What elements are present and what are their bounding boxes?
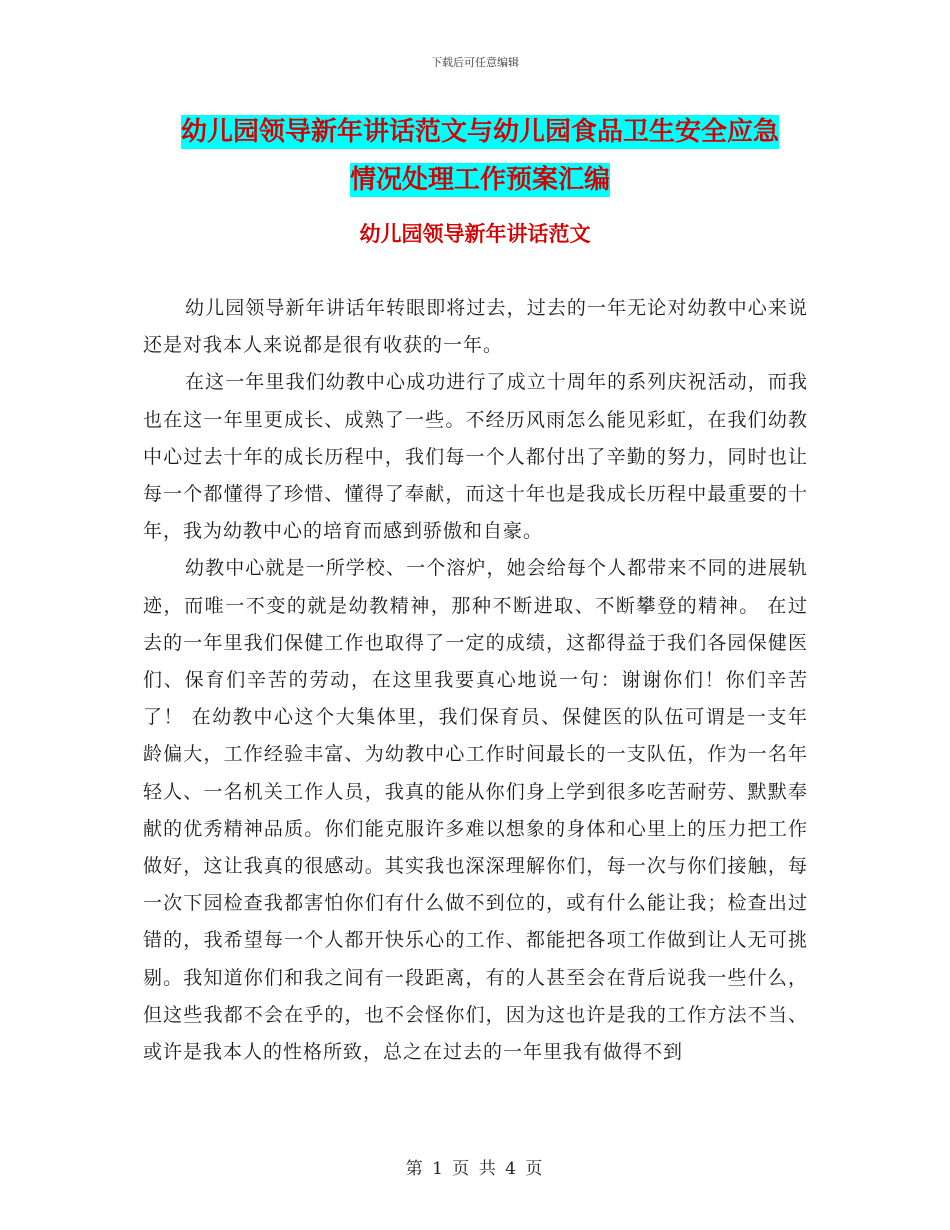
section-title: 幼儿园领导新年讲话范文 [359, 222, 591, 246]
page-footer: 第 1 页 共 4 页 [405, 1159, 545, 1179]
title-line-1: 幼儿园领导新年讲话范文与幼儿园食品卫生安全应急 [180, 117, 779, 147]
title-line-2: 情况处理工作预案汇编 [349, 165, 610, 195]
paragraph-1: 幼儿园领导新年讲话年转眼即将过去，过去的一年无论对幼教中心来说还是对我本人来说都是很有收获的一年。 [143, 297, 808, 357]
header-note: 下载后可任意编辑 [431, 56, 519, 69]
paragraph-3: 幼教中心就是一所学校、一个溶炉，她会给每个人都带来不同的进展轨迹，而唯一不变的就是幼教精神，那种不断进取、不断攀登的精神。 在过去的一年里我们保健工作也取得了一定的成绩，这都得益于我们各园保健医们、保育们辛苦的劳动，在这里我要真心地说一句：谢谢你们！你们辛苦了！ 在幼教中心这个大集体里，我们保育员、保健医的队伍可谓是一支年龄偏大，工作经验丰富、为幼教中心工作时间最长的一支队伍，作为一名年轻人、一名机关工作人员，我真的能从你们身上学到很多吃苦耐劳、默默奉献的优秀精神品质。你们能克服许多难以想象的身体和心里上的压力把工作做好，这让我真的很感动。其实我也深深理解你们，每一次与你们接触，每一次下园检查我都害怕你们有什么做不到位的，或有什么能让我；检查出过错的，我希望每一个人都开快乐心的工作、都能把各项工作做到让人无可挑剔。我知道你们和我之间有一段距离，有的人甚至会在背后说我一些什么，但这些我都不会在乎的，也不会怪你们，因为这也许是我的工作方法不当、或许是我本人的性格所致，总之在过去的一年里我有做得不到 [143, 557, 808, 1064]
document-title [140, 108, 820, 204]
body-text [143, 290, 808, 1071]
paragraph-2: 在这一年里我们幼教中心成功进行了成立十周年的系列庆祝活动，而我也在这一年里更成长、成熟了一些。不经历风雨怎么能见彩虹，在我们幼教中心过去十年的成长历程中，我们每一个人都付出了辛勤的努力，同时也让每一个都懂得了珍惜、懂得了奉献，而这十年也是我成长历程中最重要的十年，我为幼教中心的培育而感到骄傲和自豪。 [143, 371, 808, 543]
